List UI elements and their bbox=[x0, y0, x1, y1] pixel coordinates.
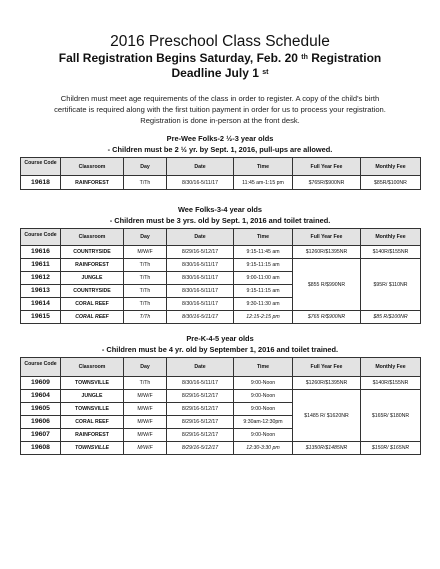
column-header: Day bbox=[124, 358, 167, 377]
classroom: RAINFOREST bbox=[61, 259, 124, 272]
time: 9:00-Noon bbox=[234, 377, 293, 390]
day: M/W/F bbox=[124, 429, 167, 442]
monthly-fee: $165R/ $180NR bbox=[361, 390, 421, 442]
table-row bbox=[21, 377, 421, 390]
full-year-fee: $855 R/$990NR bbox=[293, 259, 361, 311]
day: M/W/F bbox=[124, 403, 167, 416]
classroom: TOWNSVILLE bbox=[61, 377, 124, 390]
course-code: 19605 bbox=[21, 403, 61, 416]
time: 9:00-Noon bbox=[234, 429, 293, 442]
day: T/Th bbox=[124, 377, 167, 390]
classroom: RAINFOREST bbox=[61, 429, 124, 442]
day: T/Th bbox=[124, 298, 167, 311]
column-header: Day bbox=[124, 229, 167, 246]
column-header: Time bbox=[234, 158, 293, 176]
column-header: Monthly Fee bbox=[361, 158, 421, 176]
column-header: Time bbox=[234, 229, 293, 246]
course-code: 19607 bbox=[21, 429, 61, 442]
full-year-fee: $1260R/$1395NR bbox=[293, 377, 361, 390]
column-header: Classroom bbox=[61, 158, 124, 176]
table-header-row bbox=[21, 229, 421, 246]
time: 9:00-Noon bbox=[234, 403, 293, 416]
date: 8/30/16-5/11/17 bbox=[167, 259, 234, 272]
column-header: Day bbox=[124, 158, 167, 176]
classroom: TOWNSVILLE bbox=[61, 442, 124, 455]
course-code: 19609 bbox=[21, 377, 61, 390]
date: 8/30/16-5/11/17 bbox=[167, 377, 234, 390]
full-year-fee: $1485 R/ $1620NR bbox=[293, 390, 361, 442]
course-code: 19614 bbox=[21, 298, 61, 311]
classroom: JUNGLE bbox=[61, 390, 124, 403]
day: T/Th bbox=[124, 285, 167, 298]
deadline-text: Deadline July 1 bbox=[171, 66, 259, 80]
classroom: COUNTRYSIDE bbox=[61, 285, 124, 298]
time: 9:30am-12:30pm bbox=[234, 416, 293, 429]
day: T/Th bbox=[124, 176, 167, 190]
time: 9:15-11:15 am bbox=[234, 285, 293, 298]
deadline-suffix: st bbox=[262, 69, 269, 76]
monthly-fee: $85 R/$100NR bbox=[361, 311, 421, 324]
section-title: Wee Folks-3-4 year olds bbox=[177, 205, 263, 214]
column-header: Course Code bbox=[21, 229, 61, 246]
date: 8/30/16-5/11/17 bbox=[167, 176, 234, 190]
course-code: 19612 bbox=[21, 272, 61, 285]
column-header: Full Year Fee bbox=[293, 158, 361, 176]
column-header: Full Year Fee bbox=[293, 229, 361, 246]
classroom: COUNTRYSIDE bbox=[61, 246, 124, 259]
date: 8/30/16-5/11/17 bbox=[167, 272, 234, 285]
column-header: Monthly Fee bbox=[361, 358, 421, 377]
course-code: 19615 bbox=[21, 311, 61, 324]
day: T/Th bbox=[124, 311, 167, 324]
classroom: CORAL REEF bbox=[61, 416, 124, 429]
registration-suffix: th bbox=[301, 54, 308, 61]
time: 9:00-11:00 am bbox=[234, 272, 293, 285]
section-pre-k bbox=[0, 333, 440, 455]
section-title: Pre-K-4-5 year olds bbox=[186, 334, 254, 343]
day: M/W/F bbox=[124, 246, 167, 259]
column-header: Classroom bbox=[61, 229, 124, 246]
monthly-fee: $140R/$155NR bbox=[361, 246, 421, 259]
time: 12:15-2:15 pm bbox=[234, 311, 293, 324]
section-pre-wee bbox=[0, 133, 440, 190]
monthly-fee: $95R/ $110NR bbox=[361, 259, 421, 311]
full-year-fee: $1260R/$1395NR bbox=[293, 246, 361, 259]
full-year-fee: $1350R/$1485NR bbox=[293, 442, 361, 455]
classroom: CORAL REEF bbox=[61, 311, 124, 324]
table-row bbox=[21, 259, 421, 272]
column-header: Date bbox=[167, 229, 234, 246]
full-year-fee: $765 R/$900NR bbox=[293, 311, 361, 324]
schedule-table bbox=[20, 357, 421, 455]
time: 9:30-11:30 am bbox=[234, 298, 293, 311]
column-header: Date bbox=[167, 358, 234, 377]
registration-line bbox=[0, 51, 440, 66]
table-row bbox=[21, 390, 421, 403]
time: 9:00-Noon bbox=[234, 390, 293, 403]
monthly-fee: $150R/ $165NR bbox=[361, 442, 421, 455]
date: 8/30/16-5/11/17 bbox=[167, 298, 234, 311]
course-code: 19604 bbox=[21, 390, 61, 403]
course-code: 19611 bbox=[21, 259, 61, 272]
column-header: Course Code bbox=[21, 358, 61, 377]
day: T/Th bbox=[124, 272, 167, 285]
table-row bbox=[21, 246, 421, 259]
course-code: 19608 bbox=[21, 442, 61, 455]
section-title: Pre-Wee Folks-2 ½-3 year olds bbox=[166, 134, 274, 143]
classroom: TOWNSVILLE bbox=[61, 403, 124, 416]
page-title: 2016 Preschool Class Schedule bbox=[110, 33, 330, 50]
time: 9:15-11:15 am bbox=[234, 259, 293, 272]
course-code: 19618 bbox=[21, 176, 61, 190]
intro-paragraph: Children must meet age requirements of the class in order to register. A copy of the child's birth certificate is required along with the first tuition payment in order for us to process your registration. Registration is done in-person at the front desk. bbox=[54, 94, 386, 125]
time: 12:30-3:30 pm bbox=[234, 442, 293, 455]
time: 9:15-11:45 am bbox=[234, 246, 293, 259]
section-wee-folks bbox=[0, 204, 440, 324]
column-header: Full Year Fee bbox=[293, 358, 361, 377]
time: 11:45 am-1:15 pm bbox=[234, 176, 293, 190]
monthly-fee: $85R/$100NR bbox=[361, 176, 421, 190]
full-year-fee: $765R/$900NR bbox=[293, 176, 361, 190]
schedule-table bbox=[20, 228, 421, 324]
date: 8/29/16-5/12/17 bbox=[167, 390, 234, 403]
course-code: 19613 bbox=[21, 285, 61, 298]
table-header-row bbox=[21, 358, 421, 377]
column-header: Time bbox=[234, 358, 293, 377]
date: 8/29/16-5/12/17 bbox=[167, 403, 234, 416]
classroom: RAINFOREST bbox=[61, 176, 124, 190]
section-subtitle: - Children must be 3 yrs. old by Sept. 1, 2016 and toilet trained. bbox=[109, 216, 331, 225]
column-header: Monthly Fee bbox=[361, 229, 421, 246]
date: 8/29/16-5/12/17 bbox=[167, 246, 234, 259]
schedule-table bbox=[20, 157, 421, 190]
classroom: CORAL REEF bbox=[61, 298, 124, 311]
course-code: 19616 bbox=[21, 246, 61, 259]
day: M/W/F bbox=[124, 416, 167, 429]
table-row bbox=[21, 176, 421, 190]
date: 8/30/16-5/11/17 bbox=[167, 285, 234, 298]
registration-text: Fall Registration Begins Saturday, Feb. 20 bbox=[58, 51, 298, 65]
column-header: Date bbox=[167, 158, 234, 176]
date: 8/29/16-5/12/17 bbox=[167, 442, 234, 455]
classroom: JUNGLE bbox=[61, 272, 124, 285]
registration-text-end: Registration bbox=[307, 51, 382, 65]
table-header-row bbox=[21, 158, 421, 176]
section-subtitle: - Children must be 4 yr. old by September 1, 2016 and toilet trained. bbox=[101, 345, 339, 354]
table-row bbox=[21, 442, 421, 455]
deadline-line bbox=[0, 66, 440, 81]
day: M/W/F bbox=[124, 442, 167, 455]
date: 8/29/16-5/12/17 bbox=[167, 429, 234, 442]
section-subtitle: - Children must be 2 ½ yr. by Sept. 1, 2016, pull-ups are allowed. bbox=[107, 145, 333, 154]
table-row bbox=[21, 311, 421, 324]
course-code: 19606 bbox=[21, 416, 61, 429]
date: 8/29/16-5/12/17 bbox=[167, 416, 234, 429]
date: 8/30/16-5/11/17 bbox=[167, 311, 234, 324]
day: M/W/F bbox=[124, 390, 167, 403]
day: T/Th bbox=[124, 259, 167, 272]
monthly-fee: $140R/$155NR bbox=[361, 377, 421, 390]
column-header: Course Code bbox=[21, 158, 61, 176]
column-header: Classroom bbox=[61, 358, 124, 377]
